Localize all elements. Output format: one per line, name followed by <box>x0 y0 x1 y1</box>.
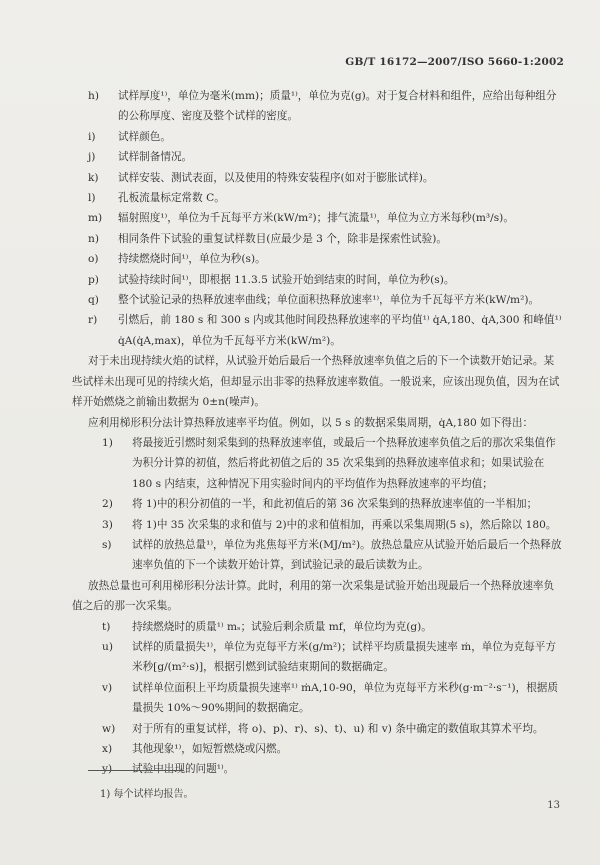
item-text: 引燃后，前 180 s 和 300 s 内或其他时间段热释放速率的平均值¹⁾ q̇A,180、q̇A,300 和峰值¹⁾ q̇A(q̇A,max)，单位为千瓦每平方米(kW/m²)。 <box>118 314 562 347</box>
list-item <box>88 270 564 290</box>
item-text: 持续燃烧时间¹⁾，单位为秒(s)。 <box>118 253 266 266</box>
list-item <box>102 617 564 637</box>
step-label: s) <box>102 538 112 551</box>
list-item <box>88 127 564 147</box>
list-item <box>102 494 564 514</box>
list-item <box>88 208 564 228</box>
list-item <box>102 433 564 494</box>
step-label: 2) <box>102 498 113 511</box>
list-item <box>88 290 564 310</box>
item-text: 试样单位面积上平均质量损失速率¹⁾ ṁA,10-90，单位为克每平方米秒(g·m⁻²·s⁻¹)，根据质量损失 10%～90%期间的数据确定。 <box>132 681 558 715</box>
page-number: 13 <box>547 800 560 811</box>
list-item <box>102 719 564 739</box>
list-item <box>102 678 564 719</box>
list-item <box>88 249 564 269</box>
item-text: 辐射照度¹⁾，单位为千瓦每平方米(kW/m²)；排气流量¹⁾，单位为立方米每秒(m³/s)。 <box>118 212 514 225</box>
step-text: 将最接近引燃时刻采集到的热释放速率值，或最后一个热释放速率负值之后的那次采集值作为积分计算的初值，然后将此初值之后的 35 次采集到的热释放速率值求和；如果试验在 180 s 内结束，这种情况下用实验时间内的平均值作为热释放速率的平均值； <box>132 436 556 490</box>
list-item <box>102 535 564 576</box>
step-label: 1) <box>102 436 113 449</box>
item-label: r) <box>88 314 98 327</box>
item-text: 试样的质量损失¹⁾，单位为克每平方米(g/m²)；试样平均质量损失速率 ṁ，单位为克每平方米秒[g/(m²·s)]，根据引燃到试验结束期间的数据确定。 <box>132 640 556 674</box>
item-label: k) <box>88 171 99 184</box>
step-text: 将 1)中的积分初值的一半，和此初值后的第 36 次采集到的热释放速率值的一半相加； <box>132 498 538 511</box>
item-text: 试样颜色。 <box>118 130 171 143</box>
item-label: v) <box>102 681 113 694</box>
item-label: w) <box>102 722 116 735</box>
item-label: t) <box>102 620 111 633</box>
list-item <box>102 637 564 678</box>
step-text: 试样的放热总量¹⁾，单位为兆焦每平方米(MJ/m²)。放热总量应从试验开始后最后一个热释放速率负值的下一个读数开始计算，到试验记录的最后读数为止。 <box>132 538 562 572</box>
item-label: o) <box>88 253 99 266</box>
list-item <box>88 188 564 208</box>
item-text: 对于所有的重复试样，将 o)、p)、r)、s)、t)、u) 和 v) 条中确定的数值取其算术平均。 <box>132 722 544 735</box>
item-label: i) <box>88 130 96 143</box>
standard-header: GB/T 16172—2007/ISO 5660-1:2002 <box>345 56 564 68</box>
main-content <box>72 86 564 780</box>
item-text: 试验中出现的问题¹⁾。 <box>132 763 235 776</box>
item-label: h) <box>88 90 99 102</box>
item-text: 整个试验记录的热释放速率曲线；单位面积热释放速率¹⁾，单位为千瓦每平方米(kW/m²)。 <box>118 294 540 307</box>
paragraph: 应利用梯形积分法计算热释放速率平均值。例如，以 5 s 的数据采集周期，q̇A,180 如下得出： <box>88 416 534 429</box>
paragraph: 对于未出现持续火焰的试样，从试验开始后最后一个热释放速率负值之后的下一个读数开始记录。某些试样未出现可见的持续火焰，但却显示出非零的热释放速率数值。一般说来，应该出现负值，因为在试样开始燃烧之前输出数据为 0±n(噪声)。 <box>72 355 560 409</box>
item-label: y) <box>102 763 113 776</box>
list-item <box>88 168 564 188</box>
list-item <box>102 739 564 759</box>
footnote: 1) 每个试样均报告。 <box>100 789 194 800</box>
list-item <box>102 515 564 535</box>
item-text: 试样制备情况。 <box>118 151 193 164</box>
item-text: 试样厚度¹⁾，单位为毫米(mm)；质量¹⁾，单位为克(g)。对于复合材料和组件，应给出每种组分的公称厚度、密度及整个试样的密度。 <box>118 90 557 123</box>
item-text: 试验持续时间¹⁾，即根据 11.3.5 试验开始到结束的时间，单位为秒(s)。 <box>118 273 455 286</box>
item-label: u) <box>102 640 113 653</box>
item-label: q) <box>88 294 99 307</box>
item-text: 孔板流量标定常数 C。 <box>118 192 225 205</box>
item-text: 试样安装、测试表面，以及使用的特殊安装程序(如对于膨胀试样)。 <box>118 171 434 184</box>
item-label: j) <box>88 151 96 164</box>
list-item <box>88 86 564 127</box>
item-label: x) <box>102 743 113 755</box>
item-text: 持续燃烧时的质量¹⁾ mₛ；试验后剩余质量 mf，单位均为克(g)。 <box>132 620 432 633</box>
list-item <box>88 229 564 249</box>
paragraph: 放热总量也可利用梯形积分法计算。此时，利用的第一次采集是试验开始出现最后一个热释放速率负值之后的那一次采集。 <box>72 579 555 613</box>
item-text: 相同条件下试验的重复试样数目(应最少是 3 个，除非是探索性试验)。 <box>118 232 447 245</box>
step-text: 将 1)中 35 次采集的求和值与 2)中的求和值相加，再乘以采集周期(5 s)，然后除以 180。 <box>132 518 557 531</box>
item-label: l) <box>88 192 96 205</box>
item-label: n) <box>88 232 99 245</box>
item-label: p) <box>88 273 99 286</box>
step-label: 3) <box>102 518 113 531</box>
list-item <box>88 147 564 167</box>
footnote-divider <box>88 770 184 771</box>
item-label: m) <box>88 212 103 225</box>
item-text: 其他现象¹⁾，如短暂燃烧或闪燃。 <box>132 743 288 755</box>
list-item <box>88 310 564 351</box>
